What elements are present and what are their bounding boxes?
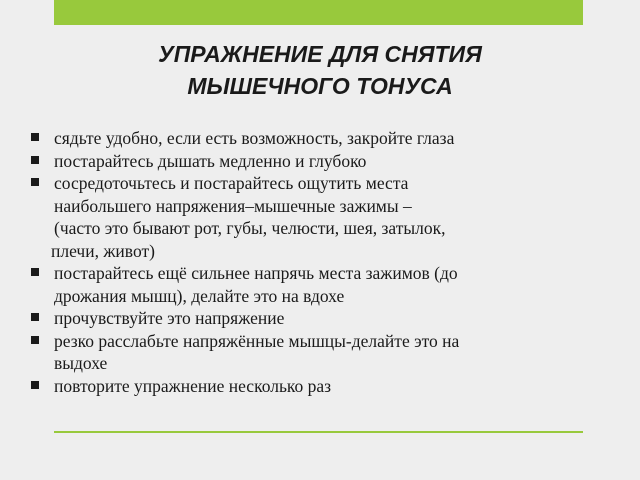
list-item-text: выдохе	[54, 353, 108, 373]
list-item-text: постарайтесь ещё сильнее напрячь места зажимов (до	[54, 263, 458, 283]
list-item-text: дрожания мышц), делайте это на вдохе	[54, 285, 345, 306]
list-item-text: наибольшего напряжения–мышечные зажимы –	[54, 195, 412, 216]
list-item	[30, 172, 590, 262]
bullet-square-icon	[31, 178, 39, 186]
list-item	[30, 307, 590, 330]
list-item	[30, 375, 590, 398]
list-item-text: постарайтесь дышать медленно и глубоко	[54, 150, 367, 171]
bullet-square-icon	[31, 381, 39, 389]
title-line-1: УПРАЖНЕНИЕ ДЛЯ СНЯТИЯ	[158, 41, 482, 67]
bullet-square-icon	[31, 268, 39, 276]
list-item	[30, 150, 590, 173]
list-item	[30, 330, 590, 375]
list-item-text: сосредоточьтесь и постарайтесь ощутить места	[54, 173, 409, 193]
slide-title	[0, 38, 640, 102]
list-item-text: повторите упражнение несколько раз	[54, 375, 332, 396]
instruction-list	[30, 127, 590, 397]
bullet-square-icon	[31, 336, 39, 344]
bottom-accent-line	[54, 431, 583, 433]
list-item-text: сядьте удобно, если есть возможность, закройте глаза	[54, 128, 455, 148]
list-item-text: плечи, живот)	[51, 240, 155, 261]
bullet-square-icon	[31, 156, 39, 164]
list-item	[30, 127, 590, 150]
top-accent-bar	[54, 0, 583, 25]
bullet-square-icon	[31, 133, 39, 141]
list-item	[30, 262, 590, 307]
list-item-text: прочувствуйте это напряжение	[54, 308, 285, 328]
bullet-square-icon	[31, 313, 39, 321]
list-item-text: (часто это бывают рот, губы, челюсти, шея, затылок,	[54, 218, 446, 238]
list-item-text: резко расслабьте напряжённые мышцы-делайте это на	[54, 330, 460, 351]
title-line-2: МЫШЕЧНОГО ТОНУСА	[187, 73, 453, 99]
